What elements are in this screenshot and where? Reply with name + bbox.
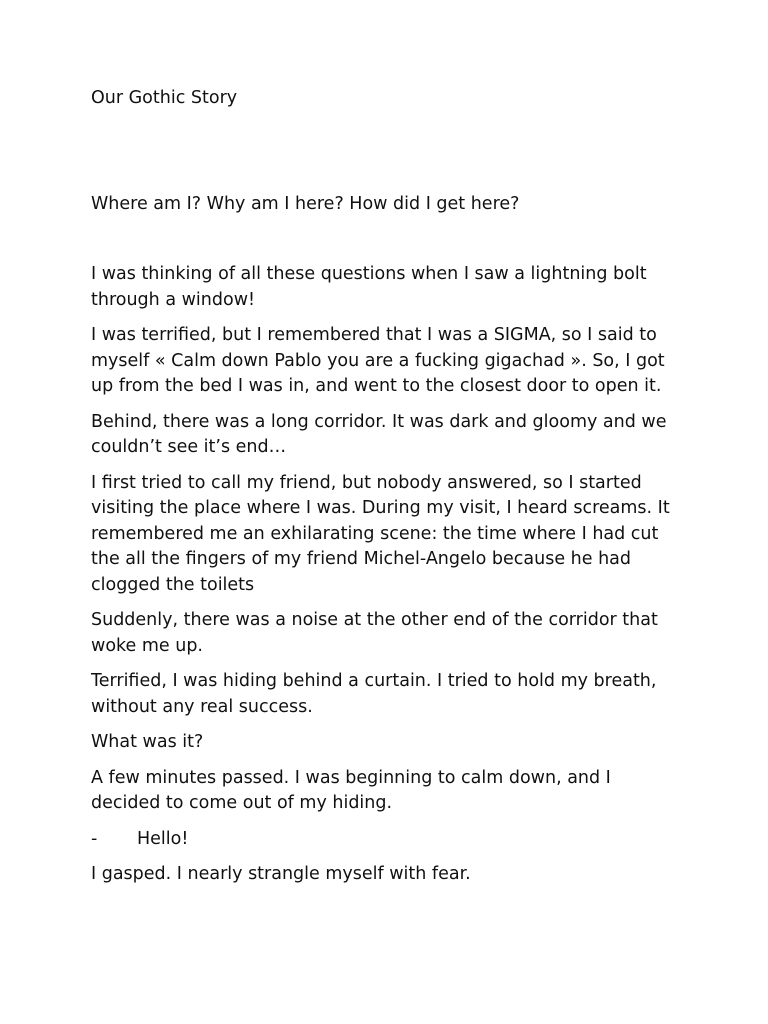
paragraph-2: I was terrified, but I remembered that I was a SIGMA, so I said to myself « Calm down Pablo you are a fucking gigachad ». So, I got up from the bed I was in, and went to the closest door to open it. [91, 325, 665, 396]
dialogue-text: Hello! [137, 828, 189, 849]
dialogue-line [91, 827, 681, 853]
paragraph-3: Behind, there was a long corridor. It was dark and gloomy and we couldn’t see it’s end… [91, 411, 667, 457]
paragraph-1: I was thinking of all these questions when I saw a lightning bolt through a window! [91, 264, 647, 310]
document-title: Our Gothic Story [91, 88, 238, 108]
paragraph-4: I first tried to call my friend, but nobody answered, so I started visiting the place where I was. During my visit, I heard screams. It remembered me an exhilarating scene: the time where I had cut the all the fingers of my friend Michel-Angelo because he had clogged the toilets [91, 472, 670, 595]
dialogue-dash: - [91, 828, 98, 849]
paragraph-5: Suddenly, there was a noise at the other end of the corridor that woke me up. [91, 610, 658, 656]
paragraph-8: A few minutes passed. I was beginning to calm down, and I decided to come out of my hiding. [91, 767, 611, 813]
closing-paragraph: I gasped. I nearly strangle myself with fear. [91, 864, 471, 884]
document-body [91, 86, 681, 888]
paragraph-6: Terrified, I was hiding behind a curtain. I tried to hold my breath, without any real success. [91, 671, 657, 717]
opening-question: Where am I? Why am I here? How did I get here? [91, 193, 520, 214]
paragraph-7: What was it? [91, 732, 204, 752]
